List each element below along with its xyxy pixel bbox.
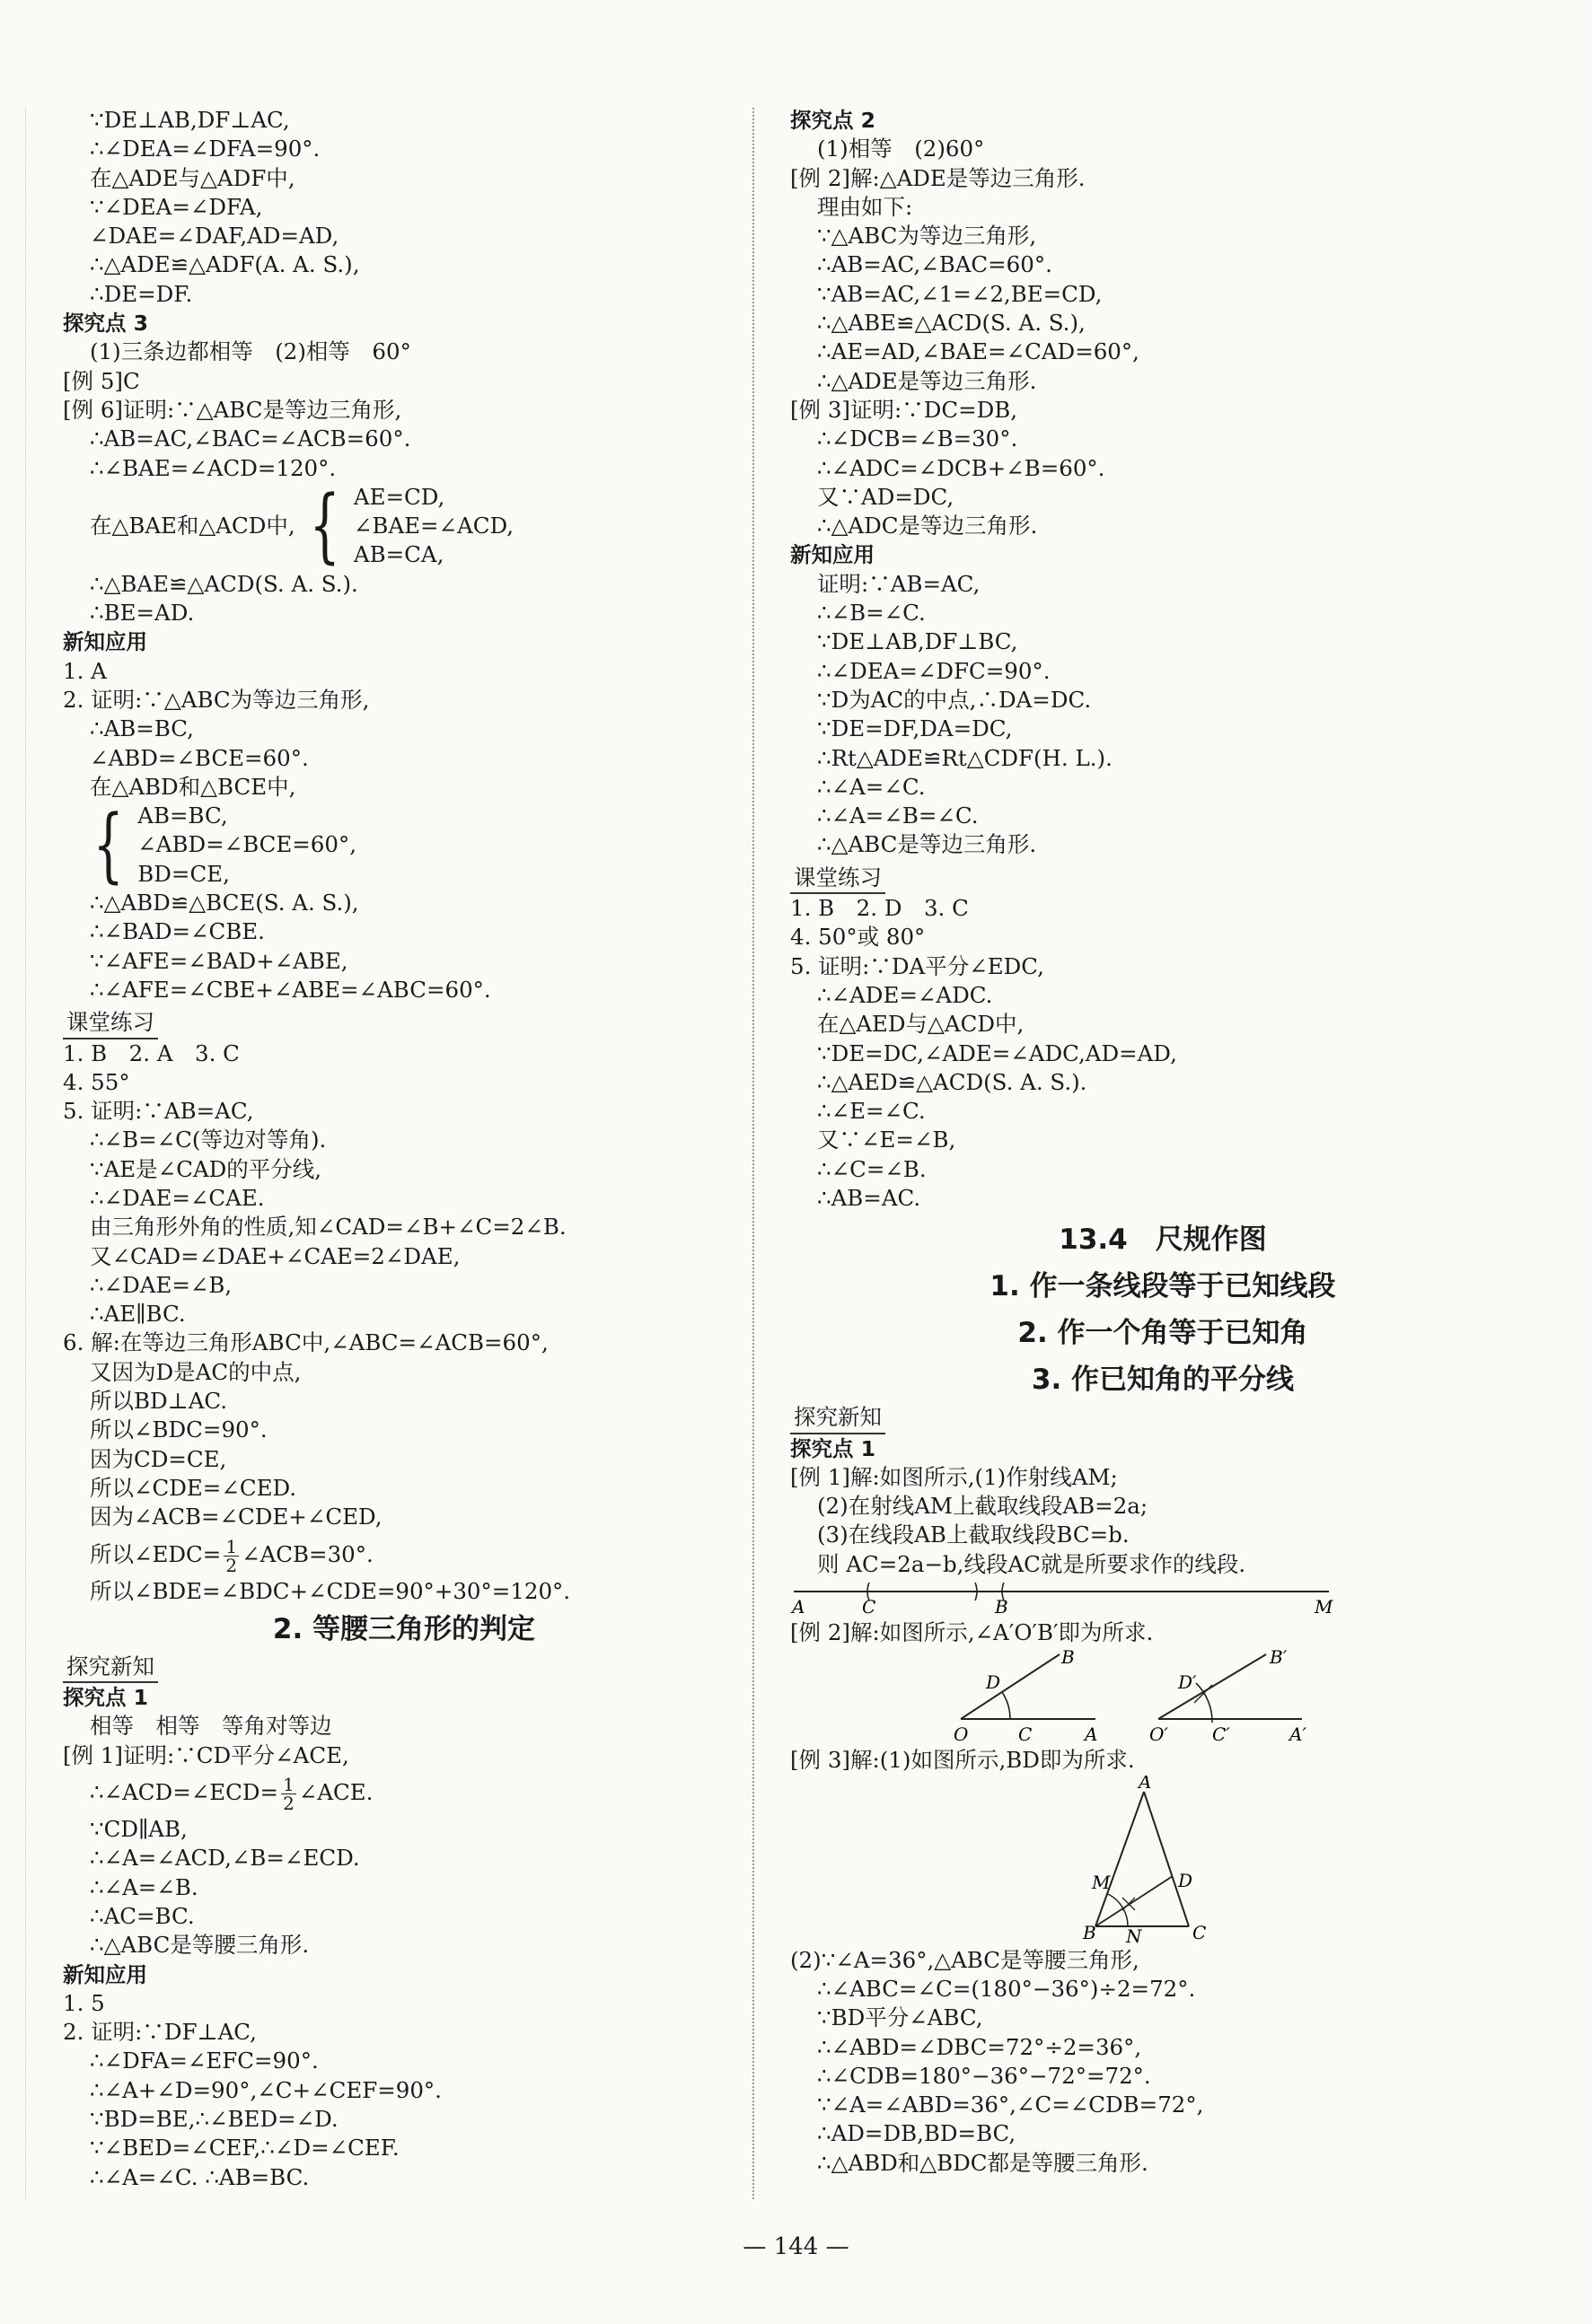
text-line: ∵∠AFE=∠BAD+∠ABE, [90,947,348,974]
text-fragment: 所以∠EDC= [90,1540,222,1567]
left-column [63,106,745,2192]
text-line: 所以∠CDE=∠CED. [90,1474,297,1501]
text-line: ∴∠CDB=180°−36°−72°=72°. [817,2062,1151,2089]
text-line: ∵AB=AC,∠1=∠2,BE=CD, [817,280,1103,307]
text-line: ∴∠BAD=∠CBE. [90,918,265,945]
text-line: ∴BE=AD. [90,600,195,627]
text-fragment: ∠ACB=30°. [242,1540,374,1567]
answer-line: 2. 证明:∵△ABC为等边三角形, [63,686,370,713]
text-line: ∴∠B=∠C(等边对等角). [90,1127,327,1153]
point-label-a-prime: A′ [1289,1723,1306,1746]
text-line: ∴∠A=∠ACD,∠B=∠ECD. [90,1845,360,1872]
text-line: 因为CD=CE, [90,1445,227,1472]
text-line: ∴AB=AC. [817,1184,921,1211]
text-line: ∴△BAE≌△ACD(S. A. S.). [90,570,358,597]
example-2: [例 2]解:如图所示,∠A′O′B′即为所求. [790,1619,1154,1646]
heading-class-practice: 课堂练习 [63,1008,158,1039]
text-line: ∴AB=AC,∠BAC=60°. [817,251,1052,278]
text-line: ∴∠E=∠C. [817,1098,926,1125]
text-line: ∵∠BED=∠CEF,∴∠D=∠CEF. [90,2135,400,2162]
point-label-d: D [1178,1869,1193,1891]
section-title: 2. 等腰三角形的判定 [272,1612,536,1645]
text-line: ∵BD平分∠ABC, [817,2004,983,2031]
heading-wrapper [790,1403,1535,1434]
text-line: ∴AC=BC. [90,1902,195,1929]
text-line: ∠BAE=∠ACD, [353,513,515,539]
fraction-denominator: 2 [225,1554,238,1576]
text-line: ∴∠ADC=∠DCB+∠B=60°. [817,454,1105,481]
text-line: ∴DE=DF. [90,280,193,307]
text-line: 又因为D是AC的中点, [90,1358,302,1385]
text-line: 所以∠BDC=90°. [90,1416,268,1443]
text-line: ∴∠A=∠B=∠C. [817,802,979,829]
text-line: (1)相等 (2)60° [817,136,985,162]
point-label-m: M [1092,1871,1111,1893]
fraction [224,1535,239,1576]
answer-line: 1. B 2. A 3. C [63,1039,240,1066]
heading-wrapper [63,1008,745,1039]
text-line: ∴∠ADE=∠ADC. [817,981,993,1008]
heading-explore-3: 探究点 3 [63,311,149,337]
text-line: 证明:∵AB=AC, [817,570,981,597]
text-line: (1)三条边都相等 (2)相等 60° [90,338,411,365]
segment-construction-figure [790,1579,1347,1618]
text-line: 在△ABD和△BCE中, [90,773,296,800]
text-line: BD=CE, [137,860,230,887]
text-line: ∵DE=DF,DA=DC, [817,715,1013,742]
heading-new-knowledge: 新知应用 [63,629,147,655]
point-label-d-prime: D′ [1178,1671,1197,1694]
text-line: ∴∠B=∠C. [817,600,926,627]
point-label-d: D [986,1671,1001,1694]
page-number: — 144 — [743,2233,849,2260]
text-line: ∴∠C=∠B. [817,1155,927,1182]
answer-line: 4. 50°或 80° [790,924,926,951]
text-line: ∵DE=DC,∠ADE=∠ADC,AD=AD, [817,1039,1177,1066]
point-label-c: C [862,1596,876,1618]
text-line: ∠DAE=∠DAF,AD=AD, [90,223,339,250]
text-line: 相等 相等 等角对等边 [90,1713,332,1740]
text-line: ∴∠A=∠C. ∴AB=BC. [90,2163,310,2190]
text-line [63,1532,745,1577]
example-6: [例 6]证明:∵△ABC是等边三角形, [63,396,402,423]
heading-wrapper [790,864,1535,894]
text-line: ∴△ABE≌△ACD(S. A. S.), [817,310,1086,337]
example-1: [例 1]解:如图所示,(1)作射线AM; [790,1463,1118,1490]
answer-line: 4. 55° [63,1068,130,1095]
subsection-title: 2. 作一个角等于已知角 [1017,1317,1308,1350]
text-line: ∴AE∥BC. [90,1301,186,1328]
text-line: ∴∠DAE=∠CAE. [90,1184,265,1211]
point-label-b-prime: B′ [1270,1647,1288,1669]
answer-line: 1. 5 [63,1989,105,2016]
text-line: ∵DE⊥AB,DF⊥BC, [817,628,1018,655]
equation-system [63,478,745,574]
text-line: AE=CD, [353,483,445,510]
construction-arc [1108,1894,1128,1926]
fraction-numerator: 1 [283,1774,295,1796]
text-fragment: ∴∠ACD=∠ECD= [90,1779,279,1806]
text-line: ∴∠ABC=∠C=(180°−36°)÷2=72°. [817,1975,1196,2002]
text-line: ∴△AED≌△ACD(S. A. S.). [817,1068,1087,1095]
text-line: 所以∠BDE=∠BDC+∠CDE=90°+30°=120°. [90,1577,571,1604]
text-line: 又∵AD=DC, [817,483,954,510]
heading-explore-1: 探究点 1 [63,1685,149,1711]
text-line: 又∵∠E=∠B, [817,1127,956,1153]
text-line: ∴△ABC是等边三角形. [817,831,1037,858]
brace-glyph: { [92,797,124,892]
point-label-b: B [995,1596,1008,1618]
brace-glyph: { [309,478,340,574]
text-line: ∵CD∥AB, [90,1816,188,1843]
text-line: ∴∠DEA=∠DFA=90°. [90,136,321,162]
point-label-a: A [792,1596,805,1618]
right-column [790,106,1535,2178]
isosceles-triangle-figure [1069,1776,1248,1946]
point-label-c: C [1192,1921,1207,1943]
section-title: 13.4 尺规作图 [1059,1223,1267,1257]
answer-line: 1. B 2. D 3. C [790,895,969,922]
point-label-b: B [1061,1647,1075,1669]
point-label-a: A [1139,1775,1152,1793]
text-line: ∴∠A=∠C. [817,773,926,800]
example-5: [例 5]C [63,367,140,394]
text-line: ∴∠A=∠B. [90,1873,198,1900]
text-line: 又∠CAD=∠DAE+∠CAE=2∠DAE, [90,1242,461,1269]
text-line: (3)在线段AB上截取线段BC=b. [817,1522,1130,1548]
text-line: ∴AD=DB,BD=BC, [817,2120,1016,2147]
text-line: 在△ADE与△ADF中, [90,164,295,191]
fraction-denominator: 2 [283,1793,295,1815]
text-line: 因为∠ACB=∠CDE+∠CED, [90,1504,383,1530]
fraction-numerator: 1 [225,1535,238,1557]
point-label-c-prime: C′ [1212,1723,1230,1746]
point-label-a: A [1085,1723,1098,1746]
text-line: (2)∵∠A=36°,△ABC是等腰三角形, [790,1946,1139,1973]
answer-line: 5. 证明:∵DA平分∠EDC, [790,952,1044,979]
text-line: ∴△ABD和△BDC都是等腰三角形. [817,2149,1148,2176]
subsection-title: 3. 作已知角的平分线 [1031,1364,1295,1397]
text-line: ∴∠AFE=∠CBE+∠ABE=∠ABC=60°. [90,976,491,1003]
answer-line: 6. 解:在等边三角形ABC中,∠ABC=∠ACB=60°, [63,1329,549,1356]
text-line: ∴∠DAE=∠B, [90,1271,233,1298]
point-label-m: M [1315,1596,1333,1618]
side-ab [1095,1792,1144,1926]
fraction [281,1774,296,1815]
point-label-b: B [1083,1921,1096,1943]
text-line: 理由如下: [817,193,913,220]
text-line: ∴∠DFA=∠EFC=90°. [90,2048,319,2074]
text-line: ∵D为AC的中点,∴DA=DC. [817,686,1092,713]
text-line: AB=BC, [137,802,228,829]
heading-new-knowledge: 新知应用 [63,1961,147,1987]
text-line: ∵BD=BE,∴∠BED=∠D. [90,2106,339,2132]
text-line: ∴Rt△ADE≌Rt△CDF(H. L.). [817,744,1113,771]
answer-line: 5. 证明:∵AB=AC, [63,1098,254,1125]
text-line: ∴△ADE是等边三角形. [817,367,1037,394]
example-1: [例 1]证明:∵CD平分∠ACE, [63,1741,349,1768]
text-line: 在△BAE和△ACD中, [90,513,295,539]
heading-explore-1: 探究点 1 [790,1435,876,1461]
text-line: ∴△ABC是等腰三角形. [90,1932,310,1959]
column-divider [752,108,754,2199]
text-line: 由三角形外角的性质,知∠CAD=∠B+∠C=2∠B. [90,1214,567,1241]
point-label-n: N [1126,1925,1142,1946]
text-line: ∴AB=AC,∠BAC=∠ACB=60°. [90,425,411,452]
text-line: 所以BD⊥AC. [90,1388,228,1415]
text-line: ∠ABD=∠BCE=60°. [90,744,309,771]
text-line: ∠ABD=∠BCE=60°, [137,831,357,858]
answer-line: 2. 证明:∵DF⊥AC, [63,2019,257,2046]
heading-explore-new: 探究新知 [790,1403,885,1434]
example-3: [例 3]证明:∵DC=DB, [790,396,1018,423]
text-line: ∴∠A+∠D=90°,∠C+∠CEF=90°. [90,2076,442,2103]
side-ac [1144,1792,1189,1926]
text-line: ∴∠DEA=∠DFC=90°. [817,657,1051,684]
copied-angle [1149,1647,1306,1745]
equation-system [63,797,745,892]
text-line: ∴∠BAE=∠ACD=120°. [90,454,337,481]
margin-rule [25,108,26,2199]
subsection-title: 1. 作一条线段等于已知线段 [990,1270,1336,1303]
text-line: AB=CA, [353,541,444,568]
text-line: ∵∠A=∠ABD=36°,∠C=∠CDB=72°, [817,2092,1204,2118]
point-label-c: C [1018,1723,1033,1746]
example-2: [例 2]解:△ADE是等边三角形. [790,164,1086,191]
text-line: (2)在射线AM上截取线段AB=2a; [817,1493,1148,1520]
text-fragment: ∠ACE. [298,1779,374,1806]
text-line [63,1770,745,1815]
text-line: ∵△ABC为等边三角形, [817,223,1037,250]
text-line: ∴∠DCB=∠B=30°. [817,425,1018,452]
text-line: ∵AE是∠CAD的平分线, [90,1155,322,1182]
heading-explore-new: 探究新知 [63,1653,158,1683]
heading-new-knowledge: 新知应用 [790,542,875,568]
construction-cross [1122,1898,1135,1910]
heading-explore-2: 探究点 2 [790,108,876,133]
angle-copy-figure [943,1647,1374,1746]
point-label-o-prime: O′ [1149,1723,1168,1746]
text-line: ∴△ADC是等边三角形. [817,513,1038,539]
text-line: ∴AE=AD,∠BAE=∠CAD=60°, [817,338,1139,365]
text-line: ∴∠ABD=∠DBC=72°÷2=36°, [817,2033,1142,2060]
point-label-o: O [954,1723,969,1746]
text-line: 则 AC=2a−b,线段AC就是所要求作的线段. [817,1550,1246,1577]
answer-line: 1. A [63,657,107,684]
text-line: ∵∠DEA=∠DFA, [90,193,263,220]
heading-wrapper [63,1653,745,1683]
text-line: ∵DE⊥AB,DF⊥AC, [90,107,290,133]
heading-class-practice: 课堂练习 [790,864,885,894]
text-line: ∴△ADE≌△ADF(A. A. S.), [90,251,360,278]
text-line: 在△AED与△ACD中, [817,1011,1025,1038]
original-angle [954,1647,1097,1745]
text-line: ∴AB=BC, [90,715,194,742]
text-line: ∴△ABD≌△BCE(S. A. S.), [90,890,359,916]
example-3: [例 3]解:(1)如图所示,BD即为所求. [790,1747,1135,1774]
